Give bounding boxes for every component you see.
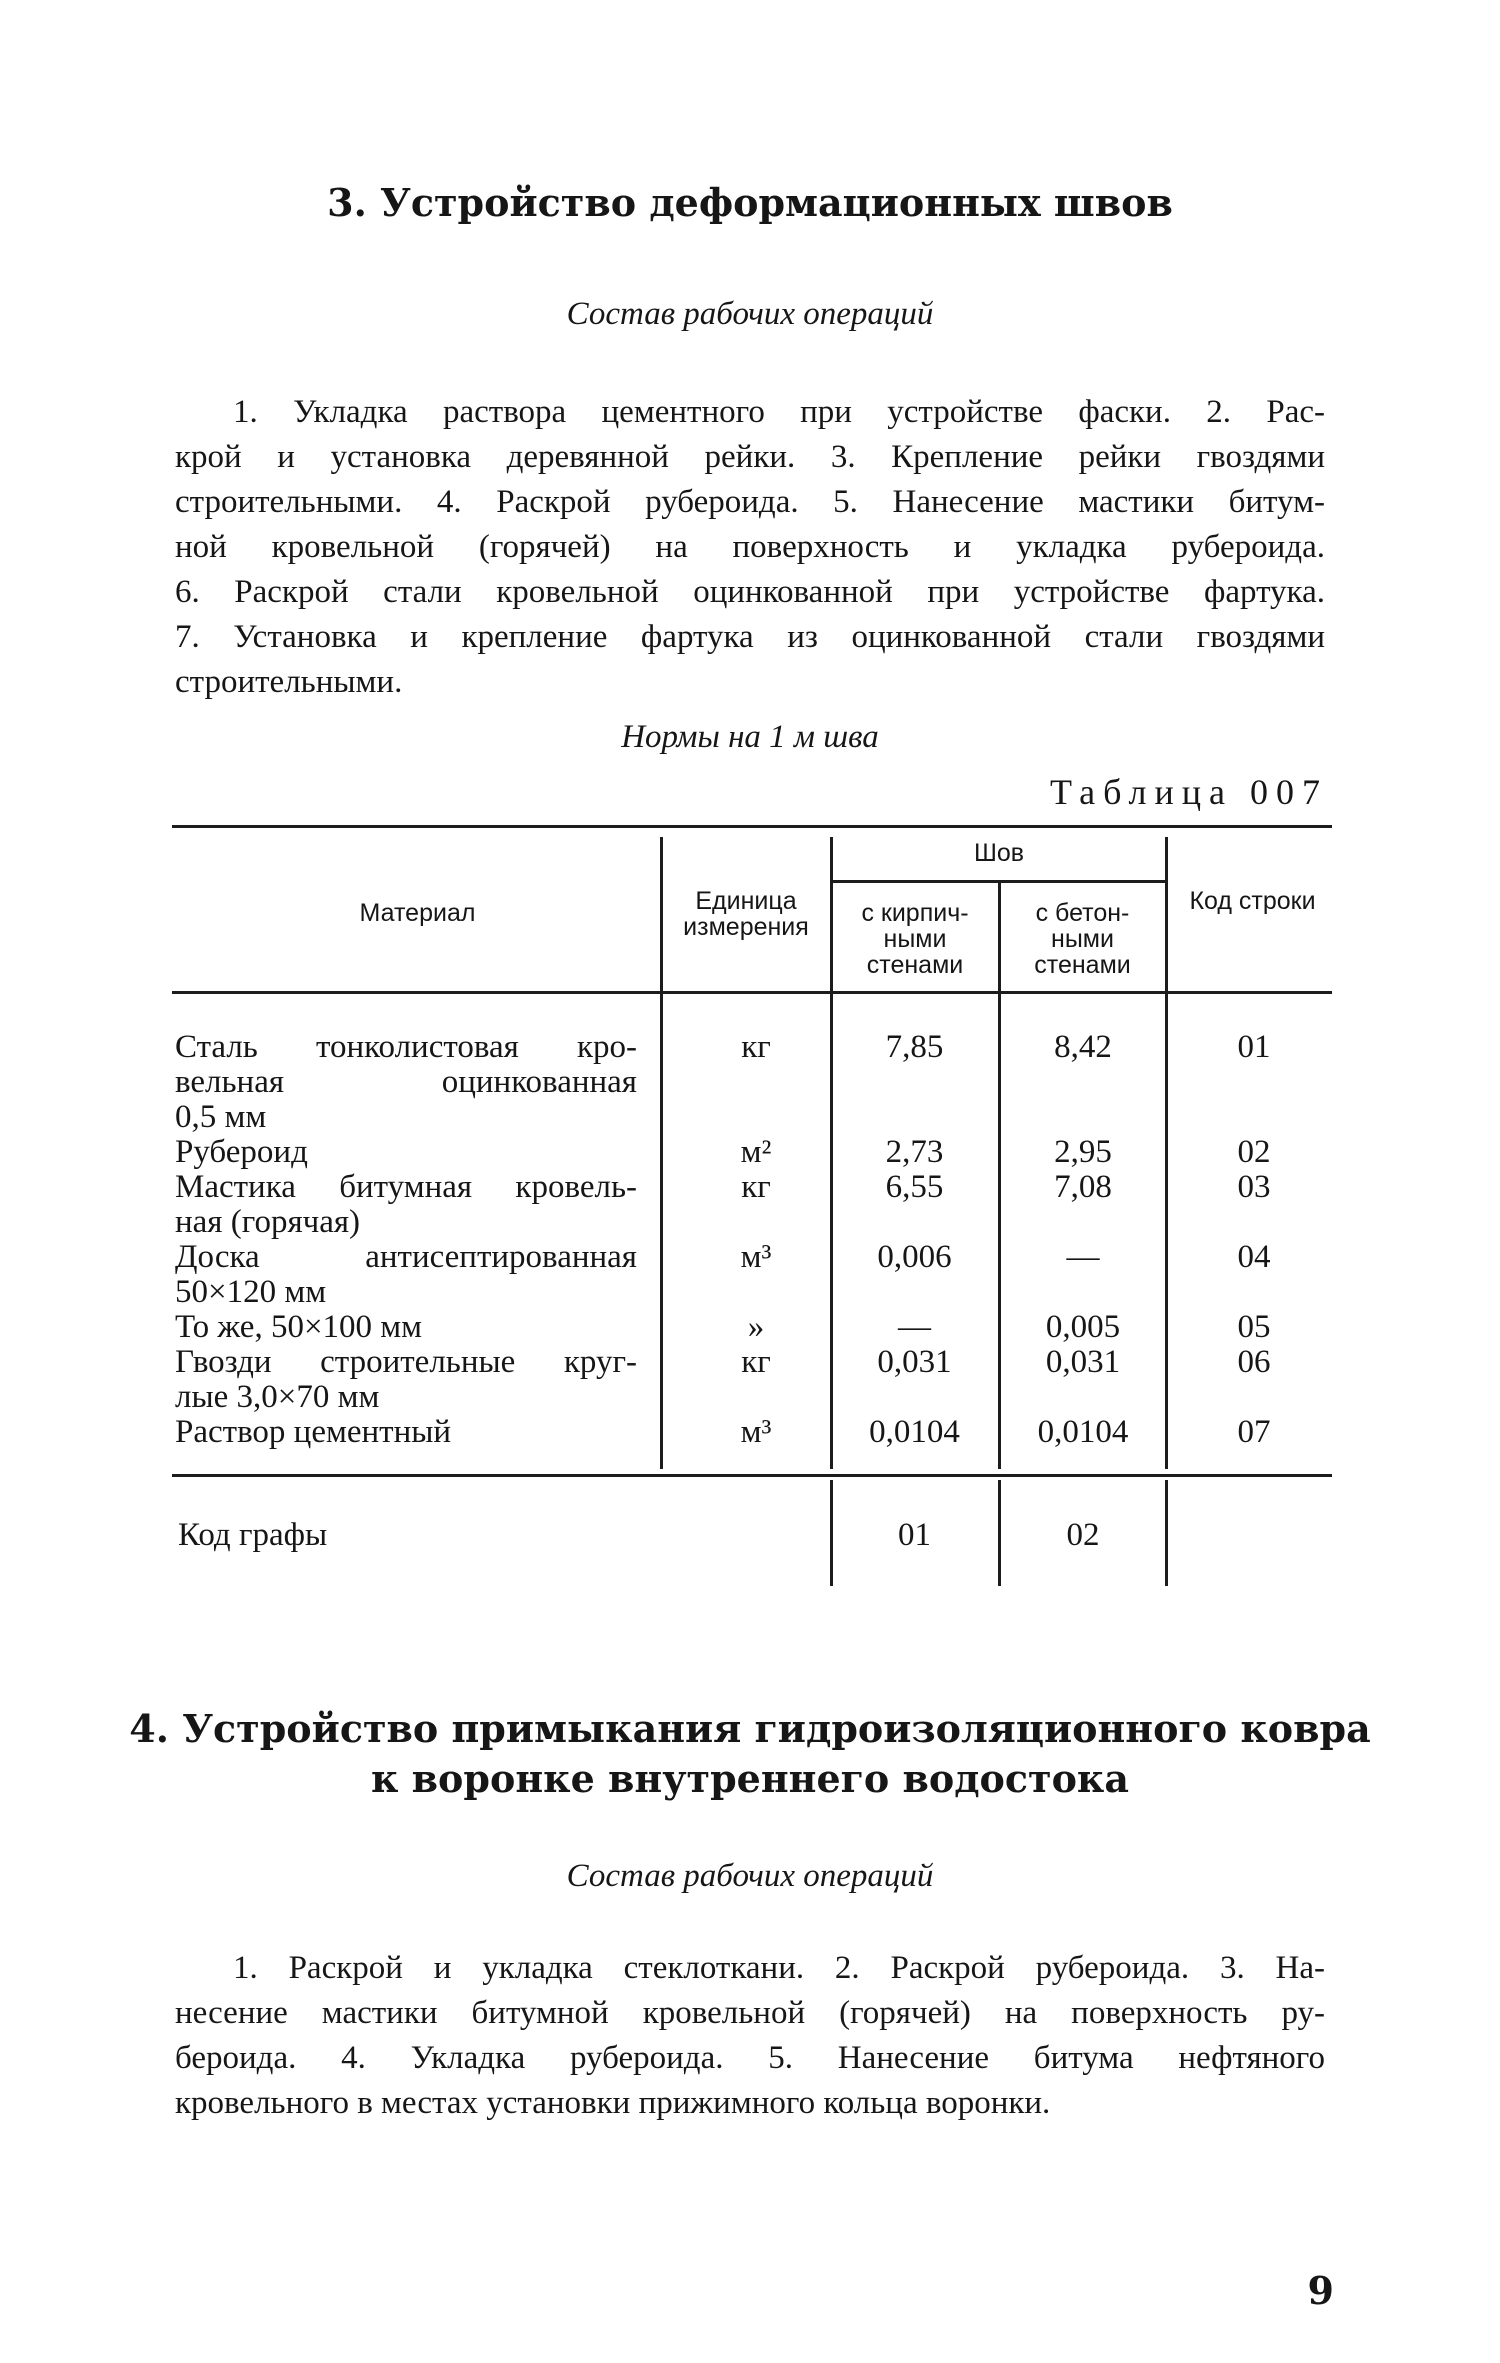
row-concrete-value: 0,0104 bbox=[1037, 1414, 1129, 1450]
row-unit: м³ bbox=[740, 1239, 772, 1275]
section-4-title-line-2: к воронке внутреннего водостока bbox=[370, 1756, 1129, 1801]
header-unit: Единица измерения bbox=[683, 887, 809, 941]
row-unit: кг bbox=[741, 1344, 771, 1380]
row-unit: м³ bbox=[740, 1414, 772, 1450]
material-line: Гвозди строительные круг- bbox=[175, 1344, 637, 1380]
section-4-subtitle: Состав рабочих операций bbox=[566, 1858, 934, 1894]
header-brick-walls: с кирпич- ными стенами bbox=[861, 899, 969, 979]
paragraph-line: кровельного в местах установки прижимного кольца воронки. bbox=[175, 2085, 1051, 2121]
paragraph-line: крой и установка деревянной рейки. 3. Крепление рейки гвоздями bbox=[175, 439, 1325, 475]
row-concrete-value: 0,031 bbox=[1045, 1344, 1121, 1380]
footer-col-divider bbox=[998, 1480, 1001, 1586]
row-unit: кг bbox=[741, 1169, 771, 1205]
footer-brick-code: 01 bbox=[898, 1517, 931, 1553]
table-col-divider bbox=[660, 837, 663, 1469]
row-code: 07 bbox=[1237, 1414, 1271, 1450]
row-material bbox=[175, 1135, 637, 1170]
row-code: 03 bbox=[1237, 1169, 1271, 1205]
table-col-divider bbox=[998, 880, 1001, 1469]
paragraph-line: 6. Раскрой стали кровельной оцинкованной при устройстве фартука. bbox=[175, 574, 1325, 610]
material-line: 50×120 мм bbox=[175, 1274, 327, 1310]
footer-col-divider bbox=[1165, 1480, 1168, 1586]
paragraph-line: ной кровельной (горячей) на поверхность и укладка рубероида. bbox=[175, 529, 1325, 565]
row-concrete-value: 7,08 bbox=[1054, 1169, 1112, 1205]
paragraph-line: 1. Укладка раствора цементного при устройстве фаски. 2. Рас- bbox=[233, 394, 1325, 430]
section-4-title-line-1: 4. Устройство примыкания гидроизоляционного ковра bbox=[129, 1706, 1371, 1751]
material-line: Сталь тонколистовая кро- bbox=[175, 1029, 637, 1065]
row-concrete-value: — bbox=[1066, 1239, 1100, 1275]
material-line: вельная оцинкованная bbox=[175, 1064, 637, 1100]
header-row-code: Код строки bbox=[1189, 887, 1316, 915]
row-brick-value: 0,031 bbox=[877, 1344, 952, 1380]
footer-col-divider bbox=[830, 1480, 833, 1586]
material-line: Рубероид bbox=[175, 1134, 308, 1170]
footer-label: Код графы bbox=[178, 1517, 328, 1553]
material-line: лые 3,0×70 мм bbox=[175, 1379, 380, 1415]
section-3-subtitle: Состав рабочих операций bbox=[566, 296, 934, 332]
row-material bbox=[175, 1030, 637, 1135]
row-material bbox=[175, 1310, 637, 1345]
row-material bbox=[175, 1415, 637, 1450]
page-number: 9 bbox=[1307, 2268, 1334, 2313]
section-3-paragraph bbox=[175, 390, 1325, 705]
table-top-rule bbox=[172, 825, 1332, 828]
header-seam: Шов bbox=[973, 839, 1025, 867]
row-code: 06 bbox=[1237, 1344, 1271, 1380]
row-unit: кг bbox=[741, 1029, 771, 1065]
table-body-rule bbox=[172, 1474, 1332, 1477]
paragraph-line: строительными. 4. Раскрой рубероида. 5. Нанесение мастики битум- bbox=[175, 484, 1325, 520]
material-line: Мастика битумная кровель- bbox=[175, 1169, 637, 1205]
row-unit: » bbox=[747, 1309, 765, 1345]
section-3-title: 3. Устройство деформационных швов bbox=[327, 180, 1173, 225]
row-concrete-value: 2,95 bbox=[1054, 1134, 1112, 1170]
section-4-paragraph bbox=[175, 1946, 1325, 2126]
row-concrete-value: 8,42 bbox=[1054, 1029, 1112, 1065]
material-line: ная (горячая) bbox=[175, 1204, 361, 1240]
row-brick-value: 0,006 bbox=[877, 1239, 952, 1275]
row-brick-value: 6,55 bbox=[885, 1169, 944, 1205]
paragraph-line: строительными. bbox=[175, 664, 403, 700]
row-material bbox=[175, 1170, 637, 1240]
paragraph-line: несение мастики битумной кровельной (горячей) на поверхность ру- bbox=[175, 1995, 1325, 2031]
table-col-divider bbox=[1165, 837, 1168, 1469]
table-col-divider bbox=[830, 837, 833, 1469]
row-code: 02 bbox=[1237, 1134, 1271, 1170]
row-code: 04 bbox=[1237, 1239, 1271, 1275]
paragraph-line: 1. Раскрой и укладка стеклоткани. 2. Раскрой рубероида. 3. На- bbox=[233, 1950, 1325, 1986]
material-line: Доска антисептированная bbox=[175, 1239, 637, 1275]
row-code: 01 bbox=[1237, 1029, 1271, 1065]
row-brick-value: 2,73 bbox=[885, 1134, 944, 1170]
table-caption: Таблица 007 bbox=[1050, 772, 1328, 812]
row-concrete-value: 0,005 bbox=[1045, 1309, 1121, 1345]
table-seam-rule bbox=[832, 880, 1165, 883]
paragraph-line: бероида. 4. Укладка рубероида. 5. Нанесение битума нефтяного bbox=[175, 2040, 1325, 2076]
table-header-rule bbox=[172, 991, 1332, 994]
norms-caption: Нормы на 1 м шва bbox=[621, 719, 879, 755]
footer-concrete-code: 02 bbox=[1066, 1517, 1100, 1553]
row-brick-value: — bbox=[898, 1309, 931, 1345]
row-brick-value: 7,85 bbox=[885, 1029, 944, 1065]
material-line: То же, 50×100 мм bbox=[175, 1309, 423, 1345]
row-unit: м² bbox=[740, 1134, 772, 1170]
paragraph-line: 7. Установка и крепление фартука из оцинкованной стали гвоздями bbox=[175, 619, 1325, 655]
row-material bbox=[175, 1240, 637, 1310]
material-line: 0,5 мм bbox=[175, 1099, 267, 1135]
material-line: Раствор цементный bbox=[175, 1414, 452, 1450]
header-concrete-walls: с бетон- ными стенами bbox=[1034, 899, 1131, 979]
row-code: 05 bbox=[1237, 1309, 1271, 1345]
row-brick-value: 0,0104 bbox=[869, 1414, 960, 1450]
row-material bbox=[175, 1345, 637, 1415]
header-material: Материал bbox=[359, 899, 476, 927]
